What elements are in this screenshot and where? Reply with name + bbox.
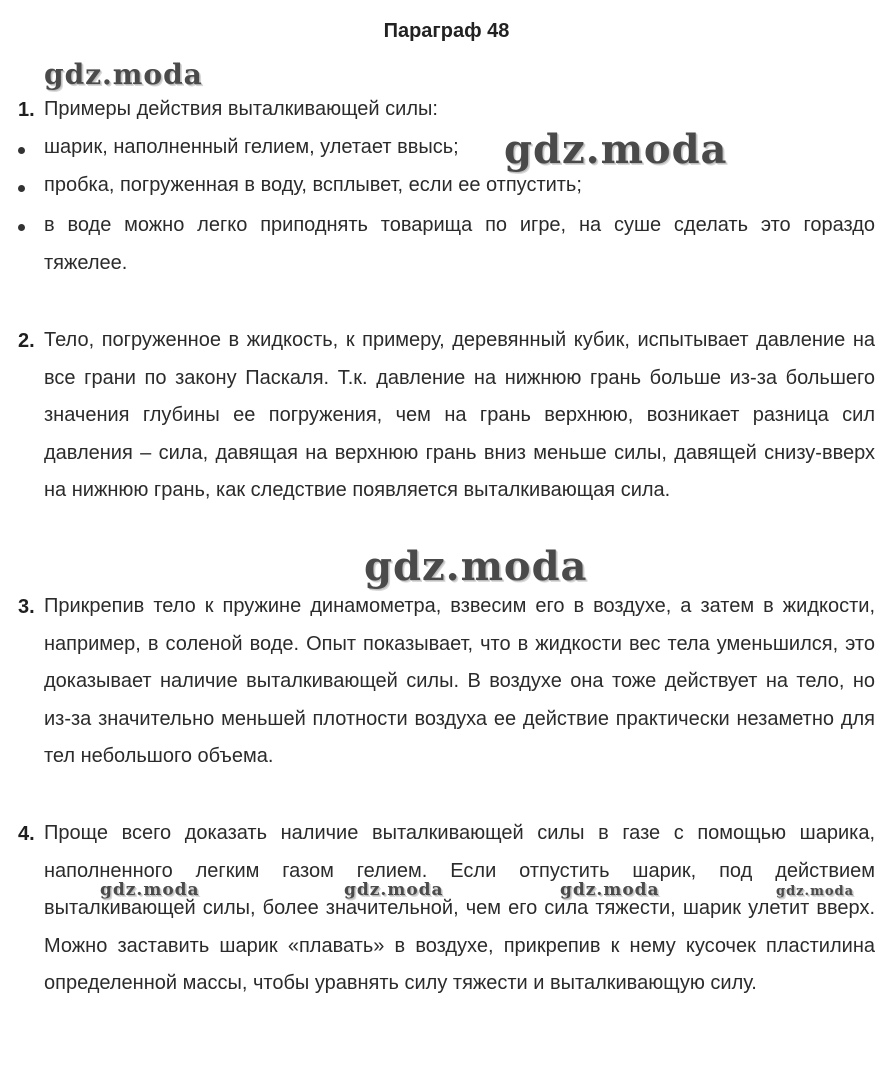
- answer-text: Проще всего доказать наличие выталкивающей силы в газе с помощью шарика, наполненного легким газом гелием. Если отпустить шарик, под действием выталкивающей силы, более значительной, чем его сила тяжести, шарик улетит вверх. Можно заставить шарик «плавать» в воздухе, прикрепив к нему кусочек пластилина определенной массы, чтобы уравнять силу тяжести и выталкивающую силу.: [44, 822, 875, 995]
- watermark-logo: gdz.moda: [504, 126, 728, 173]
- bullet-dot: [18, 147, 25, 154]
- answer-number: 4.: [18, 823, 35, 845]
- watermark-logo: gdz.moda: [364, 543, 588, 590]
- watermark-logo: gdz.moda: [100, 880, 200, 900]
- page-title: Параграф 48: [383, 20, 510, 42]
- list-item: в воде можно легко приподнять товарища по игре, на суше сделать это гораздо тяжелее.: [44, 214, 875, 274]
- watermark-logo: gdz.moda: [44, 58, 203, 91]
- watermark-logo: gdz.moda: [560, 880, 660, 900]
- answer-number: 2.: [18, 330, 35, 352]
- bullet-dot: [18, 185, 25, 192]
- answer-number: 1.: [18, 99, 35, 121]
- watermark-logo: gdz.moda: [344, 880, 444, 900]
- answer-number: 3.: [18, 596, 35, 618]
- answer-intro: Примеры действия выталкивающей силы:: [44, 98, 438, 120]
- answer-text: Тело, погруженное в жидкость, к примеру, деревянный кубик, испытывает давление на все грани по закону Паскаля. Т.к. давление на нижнюю грань больше из-за большего значения глубины ее погружения, чем на грань верхнюю, возникает разница сил давления – сила, давящая на верхнюю грань вниз меньше силы, давящей снизу-вверх на нижнюю грань, как следствие появляется выталкивающая сила.: [44, 329, 875, 502]
- list-item: шарик, наполненный гелием, улетает ввысь;: [44, 136, 459, 158]
- bullet-dot: [18, 224, 25, 231]
- answer-text: Прикрепив тело к пружине динамометра, взвесим его в воздухе, а затем в жидкости, например, в соленой воде. Опыт показывает, что в жидкости вес тела уменьшился, это доказывает наличие выталкивающей силы. В воздухе она тоже действует на тело, но из-за значительно меньшей плотности воздуха ее действие практически незаметно для тел небольшого объема.: [44, 595, 875, 768]
- list-item: пробка, погруженная в воду, всплывет, если ее отпустить;: [44, 174, 582, 196]
- watermark-logo: gdz.moda: [776, 884, 855, 899]
